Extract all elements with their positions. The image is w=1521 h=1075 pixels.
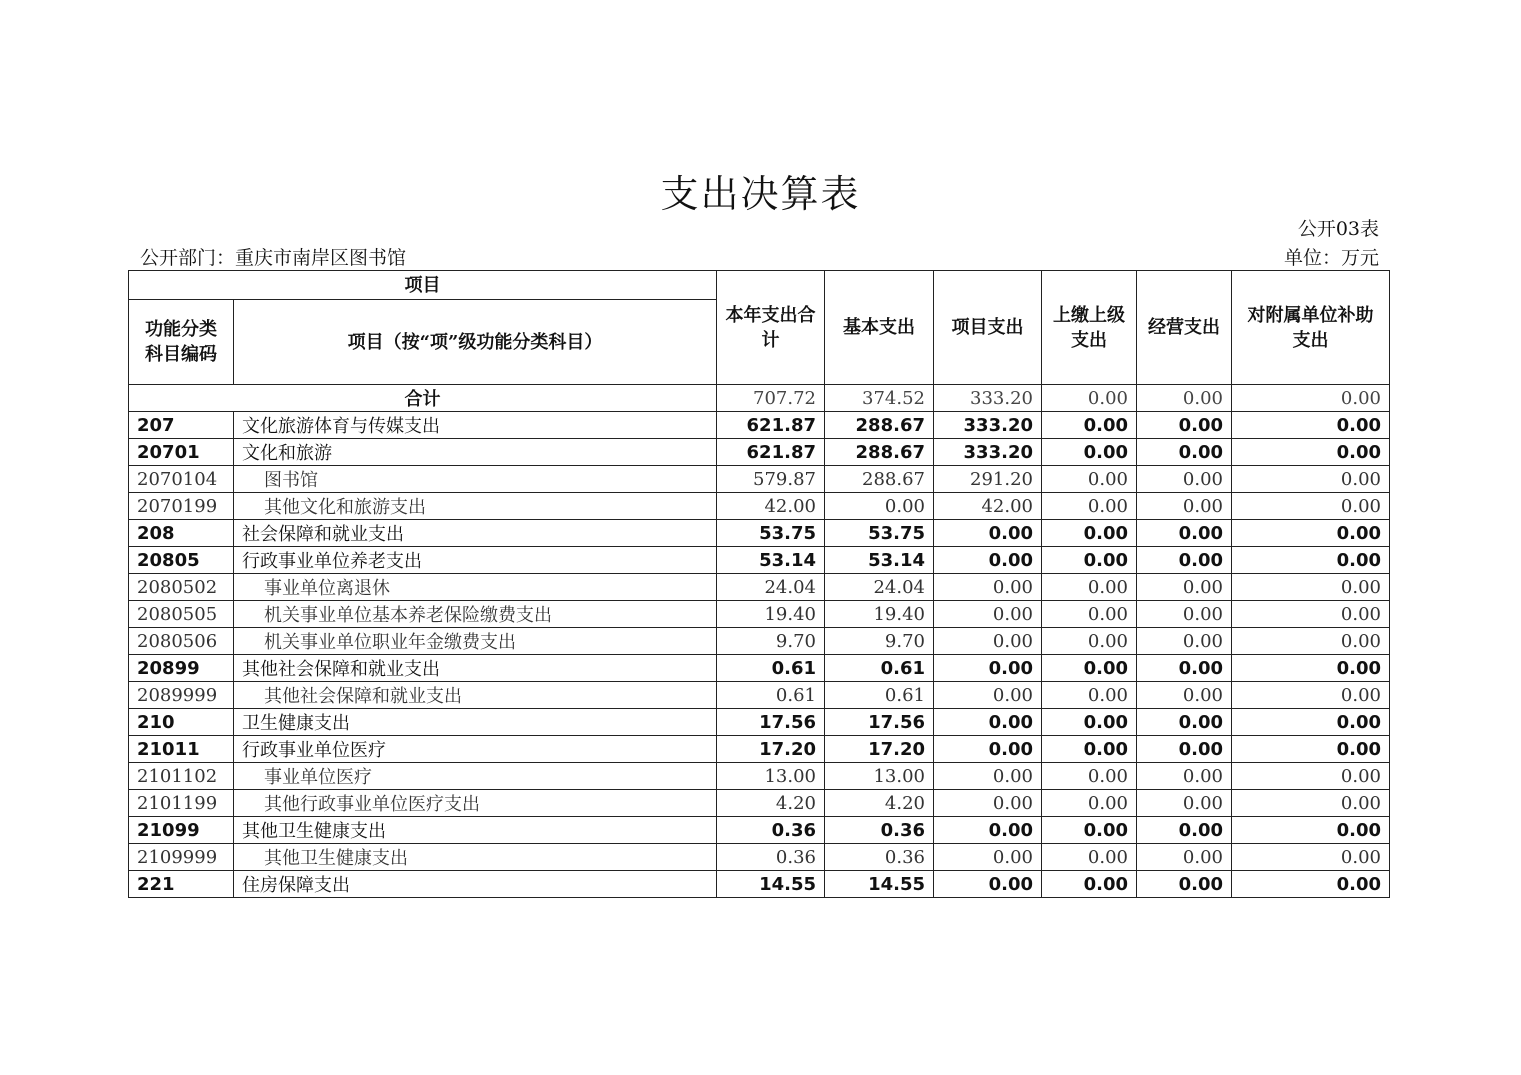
row-value: 0.00 <box>1042 439 1137 466</box>
row-value: 0.00 <box>1137 412 1232 439</box>
row-value: 0.00 <box>1232 547 1390 574</box>
row-value: 0.00 <box>1042 844 1137 871</box>
row-value: 0.00 <box>1232 493 1390 520</box>
row-value: 0.00 <box>934 655 1042 682</box>
row-value: 4.20 <box>825 790 934 817</box>
header-name: 项目（按“项”级功能分类科目） <box>234 300 717 385</box>
total-value: 0.00 <box>1232 385 1390 412</box>
total-row <box>129 385 1390 412</box>
row-value: 0.00 <box>934 844 1042 871</box>
row-value: 0.00 <box>1232 574 1390 601</box>
row-value: 53.14 <box>825 547 934 574</box>
row-value: 9.70 <box>825 628 934 655</box>
table-row <box>129 709 1390 736</box>
row-value: 0.00 <box>1042 817 1137 844</box>
unit-label: 单位：万元 <box>1283 247 1379 269</box>
table-row <box>129 871 1390 898</box>
row-name: 文化和旅游 <box>234 439 717 466</box>
row-value: 0.00 <box>1137 736 1232 763</box>
row-value: 9.70 <box>717 628 825 655</box>
row-name: 机关事业单位基本养老保险缴费支出 <box>234 601 717 628</box>
row-value: 0.00 <box>1042 574 1137 601</box>
row-name: 行政事业单位养老支出 <box>234 547 717 574</box>
row-value: 0.36 <box>717 844 825 871</box>
row-value: 0.00 <box>1232 439 1390 466</box>
table-row <box>129 763 1390 790</box>
row-code: 2101102 <box>129 763 234 790</box>
row-value: 42.00 <box>717 493 825 520</box>
header-code: 功能分类科目编码 <box>129 300 234 385</box>
row-value: 0.00 <box>1042 493 1137 520</box>
row-value: 0.00 <box>934 547 1042 574</box>
row-value: 14.55 <box>825 871 934 898</box>
row-value: 0.36 <box>717 817 825 844</box>
row-name: 其他卫生健康支出 <box>234 817 717 844</box>
row-value: 0.00 <box>1232 520 1390 547</box>
row-name: 行政事业单位医疗 <box>234 736 717 763</box>
table-row <box>129 790 1390 817</box>
row-value: 24.04 <box>717 574 825 601</box>
row-value: 0.00 <box>1232 763 1390 790</box>
row-value: 0.00 <box>1137 493 1232 520</box>
row-value: 0.00 <box>1137 682 1232 709</box>
row-value: 0.00 <box>1232 709 1390 736</box>
row-value: 0.61 <box>825 682 934 709</box>
row-value: 42.00 <box>934 493 1042 520</box>
row-value: 0.00 <box>934 574 1042 601</box>
row-value: 0.00 <box>934 601 1042 628</box>
row-value: 53.75 <box>825 520 934 547</box>
header-project-group: 项目 <box>129 271 717 300</box>
table-row <box>129 601 1390 628</box>
table-row <box>129 736 1390 763</box>
row-value: 0.00 <box>1137 628 1232 655</box>
row-name: 其他社会保障和就业支出 <box>234 655 717 682</box>
expenditure-table <box>128 270 1390 898</box>
row-value: 0.36 <box>825 817 934 844</box>
total-value: 374.52 <box>825 385 934 412</box>
row-code: 2109999 <box>129 844 234 871</box>
row-value: 4.20 <box>717 790 825 817</box>
row-value: 0.00 <box>1137 790 1232 817</box>
row-value: 0.00 <box>1042 763 1137 790</box>
row-value: 0.00 <box>1232 655 1390 682</box>
row-value: 0.00 <box>1042 412 1137 439</box>
row-value: 0.00 <box>934 709 1042 736</box>
row-code: 208 <box>129 520 234 547</box>
row-value: 0.00 <box>934 763 1042 790</box>
table-row <box>129 655 1390 682</box>
row-code: 20805 <box>129 547 234 574</box>
row-code: 21011 <box>129 736 234 763</box>
header-total: 本年支出合计 <box>717 271 825 385</box>
row-name: 文化旅游体育与传媒支出 <box>234 412 717 439</box>
row-value: 0.00 <box>1042 466 1137 493</box>
row-name: 其他行政事业单位医疗支出 <box>234 790 717 817</box>
total-value: 0.00 <box>1137 385 1232 412</box>
row-value: 17.20 <box>717 736 825 763</box>
row-value: 0.61 <box>825 655 934 682</box>
header-basic: 基本支出 <box>825 271 934 385</box>
row-name: 机关事业单位职业年金缴费支出 <box>234 628 717 655</box>
row-value: 0.00 <box>1137 844 1232 871</box>
table-row <box>129 439 1390 466</box>
row-code: 21099 <box>129 817 234 844</box>
row-value: 17.20 <box>825 736 934 763</box>
table-row <box>129 520 1390 547</box>
row-value: 0.00 <box>934 736 1042 763</box>
row-value: 0.00 <box>1137 709 1232 736</box>
row-value: 0.00 <box>1042 655 1137 682</box>
row-code: 207 <box>129 412 234 439</box>
table-row <box>129 682 1390 709</box>
row-value: 17.56 <box>717 709 825 736</box>
row-value: 0.00 <box>1137 655 1232 682</box>
row-code: 20899 <box>129 655 234 682</box>
row-value: 0.36 <box>825 844 934 871</box>
row-value: 0.00 <box>1042 520 1137 547</box>
row-code: 2080502 <box>129 574 234 601</box>
row-code: 221 <box>129 871 234 898</box>
row-value: 0.00 <box>1042 790 1137 817</box>
row-value: 0.00 <box>1137 439 1232 466</box>
row-value: 19.40 <box>717 601 825 628</box>
row-value: 0.00 <box>1137 466 1232 493</box>
table-row <box>129 817 1390 844</box>
row-value: 0.00 <box>1232 682 1390 709</box>
row-value: 621.87 <box>717 439 825 466</box>
row-value: 53.14 <box>717 547 825 574</box>
table-row <box>129 844 1390 871</box>
row-value: 288.67 <box>825 439 934 466</box>
header-business: 经营支出 <box>1137 271 1232 385</box>
row-code: 210 <box>129 709 234 736</box>
table-row <box>129 547 1390 574</box>
header-upper: 上缴上级支出 <box>1042 271 1137 385</box>
row-value: 0.00 <box>1232 844 1390 871</box>
row-value: 0.00 <box>934 871 1042 898</box>
row-code: 20701 <box>129 439 234 466</box>
row-code: 2089999 <box>129 682 234 709</box>
department-label: 公开部门：重庆市南岸区图书馆 <box>140 247 407 269</box>
row-value: 19.40 <box>825 601 934 628</box>
row-value: 17.56 <box>825 709 934 736</box>
row-value: 0.00 <box>825 493 934 520</box>
row-value: 0.00 <box>1042 736 1137 763</box>
row-value: 0.61 <box>717 655 825 682</box>
row-name: 其他社会保障和就业支出 <box>234 682 717 709</box>
row-value: 0.00 <box>1232 412 1390 439</box>
total-label: 合计 <box>129 385 717 412</box>
row-name: 其他卫生健康支出 <box>234 844 717 871</box>
row-value: 0.00 <box>1137 817 1232 844</box>
total-value: 0.00 <box>1042 385 1137 412</box>
row-code: 2101199 <box>129 790 234 817</box>
row-value: 0.00 <box>934 790 1042 817</box>
row-value: 0.00 <box>1042 628 1137 655</box>
row-value: 0.00 <box>1042 547 1137 574</box>
row-value: 0.00 <box>934 520 1042 547</box>
total-value: 333.20 <box>934 385 1042 412</box>
row-value: 0.00 <box>1137 601 1232 628</box>
row-value: 0.61 <box>717 682 825 709</box>
row-code: 2080506 <box>129 628 234 655</box>
row-name: 社会保障和就业支出 <box>234 520 717 547</box>
row-value: 0.00 <box>1137 520 1232 547</box>
row-value: 0.00 <box>1137 871 1232 898</box>
row-value: 333.20 <box>934 439 1042 466</box>
table-row <box>129 574 1390 601</box>
header-project: 项目支出 <box>934 271 1042 385</box>
row-value: 0.00 <box>1137 574 1232 601</box>
row-value: 0.00 <box>1232 790 1390 817</box>
row-code: 2080505 <box>129 601 234 628</box>
row-name: 图书馆 <box>234 466 717 493</box>
row-name: 事业单位离退休 <box>234 574 717 601</box>
row-value: 14.55 <box>717 871 825 898</box>
row-value: 24.04 <box>825 574 934 601</box>
header-subsidy: 对附属单位补助支出 <box>1232 271 1390 385</box>
row-value: 288.67 <box>825 466 934 493</box>
row-value: 621.87 <box>717 412 825 439</box>
table-row <box>129 412 1390 439</box>
row-value: 0.00 <box>1232 466 1390 493</box>
page-title: 支出决算表 <box>660 172 861 216</box>
row-name: 住房保障支出 <box>234 871 717 898</box>
row-value: 0.00 <box>1232 871 1390 898</box>
row-value: 579.87 <box>717 466 825 493</box>
table-row <box>129 628 1390 655</box>
row-value: 53.75 <box>717 520 825 547</box>
table-number: 公开03表 <box>1297 218 1379 240</box>
row-value: 0.00 <box>934 628 1042 655</box>
row-value: 0.00 <box>1042 682 1137 709</box>
row-value: 13.00 <box>717 763 825 790</box>
row-value: 333.20 <box>934 412 1042 439</box>
row-value: 13.00 <box>825 763 934 790</box>
table-row <box>129 466 1390 493</box>
row-value: 0.00 <box>934 682 1042 709</box>
row-value: 291.20 <box>934 466 1042 493</box>
row-value: 0.00 <box>1137 763 1232 790</box>
row-value: 288.67 <box>825 412 934 439</box>
row-code: 2070104 <box>129 466 234 493</box>
row-name: 事业单位医疗 <box>234 763 717 790</box>
row-value: 0.00 <box>1042 871 1137 898</box>
row-value: 0.00 <box>1042 601 1137 628</box>
row-value: 0.00 <box>1232 817 1390 844</box>
total-value: 707.72 <box>717 385 825 412</box>
row-name: 其他文化和旅游支出 <box>234 493 717 520</box>
row-value: 0.00 <box>934 817 1042 844</box>
row-value: 0.00 <box>1232 628 1390 655</box>
row-value: 0.00 <box>1042 709 1137 736</box>
row-value: 0.00 <box>1137 547 1232 574</box>
row-name: 卫生健康支出 <box>234 709 717 736</box>
row-value: 0.00 <box>1232 736 1390 763</box>
row-code: 2070199 <box>129 493 234 520</box>
row-value: 0.00 <box>1232 601 1390 628</box>
table-row <box>129 493 1390 520</box>
